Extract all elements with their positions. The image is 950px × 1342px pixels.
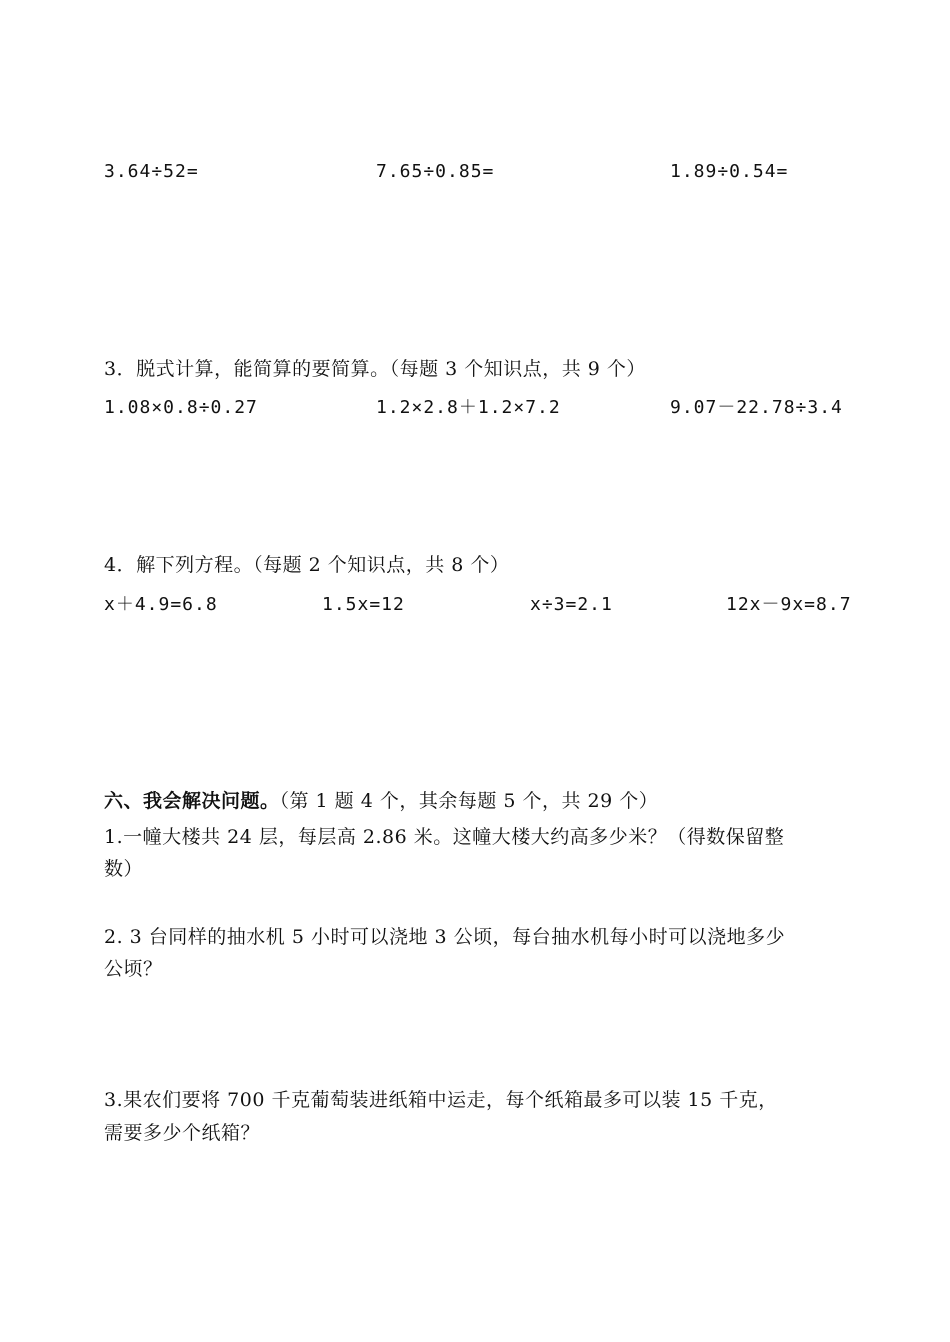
section-6-header <box>104 789 658 813</box>
equation-item-3: x÷3=2.1 <box>530 594 613 615</box>
section-4-title: 4．解下列方程。（每题 2 个知识点，共 8 个） <box>104 554 510 576</box>
problem-3-line-2: 需要多少个纸箱？ <box>104 1122 261 1144</box>
calc-item-1: 1.08×0.8÷0.27 <box>104 397 258 418</box>
problem-1-line-2: 数） <box>104 858 144 880</box>
section-6-heading: 六、我会解决问题。 <box>104 790 280 812</box>
division-item-2: 7.65÷0.85= <box>376 161 495 182</box>
problem-2-line-1: 2. 3 台同样的抽水机 5 小时可以浇地 3 公顷，每台抽水机每小时可以浇地多少 <box>104 926 786 948</box>
calc-item-3: 9.07－22.78÷3.4 <box>670 397 843 418</box>
division-item-1: 3.64÷52= <box>104 161 199 182</box>
section-3-title: 3．脱式计算，能简算的要简算。（每题 3 个知识点，共 9 个） <box>104 358 646 380</box>
problem-1-line-1: 1.一幢大楼共 24 层，每层高 2.86 米。这幢大楼大约高多少米？（得数保留整 <box>104 826 785 848</box>
problem-3-line-1: 3.果农们要将 700 千克葡萄装进纸箱中运走，每个纸箱最多可以装 15 千克， <box>104 1089 778 1111</box>
calc-item-2: 1.2×2.8＋1.2×7.2 <box>376 397 561 418</box>
problem-2-line-2: 公顷？ <box>104 958 163 980</box>
equation-item-2: 1.5x=12 <box>322 594 405 615</box>
equation-item-4: 12x－9x=8.7 <box>726 594 852 615</box>
equation-item-1: x＋4.9=6.8 <box>104 594 218 615</box>
division-item-3: 1.89÷0.54= <box>670 161 789 182</box>
section-6-note: （第 1 题 4 个，其余每题 5 个，共 29 个） <box>279 790 659 812</box>
